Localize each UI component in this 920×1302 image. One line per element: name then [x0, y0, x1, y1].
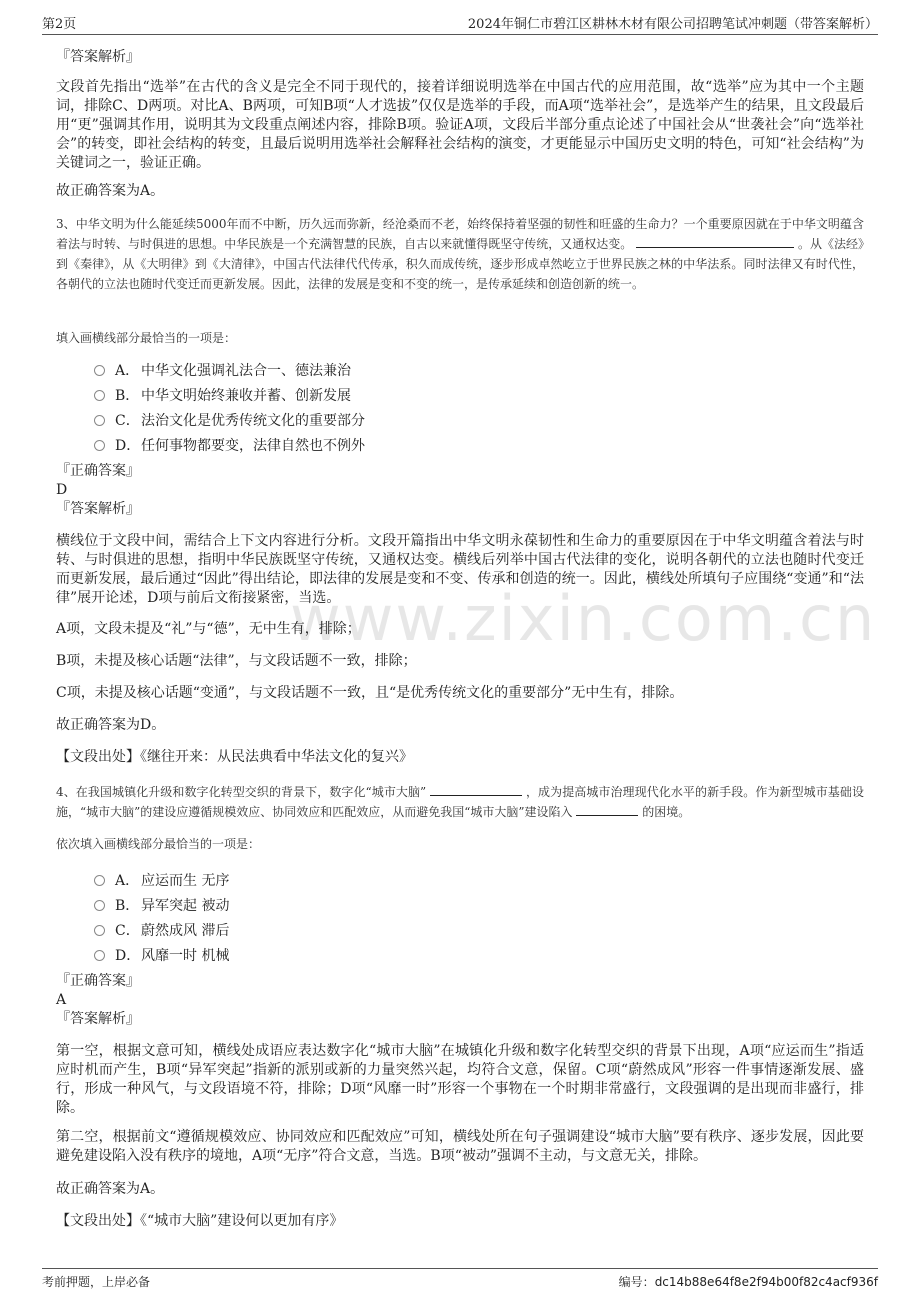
radio-icon[interactable]: [94, 925, 105, 936]
q3-stem-part2: 。从《法经》到《秦律》，从《大明律》到《大清律》，中国古代法律代代传承，积久而成传统，逐步形成卓然屹立于世界民族之林的中华法系。同时法律又有时代性，各朝代的立法也随时代变迁而更新发展。因此，法律的发展是变和不变的统一，是传承延续和创造创新的统一。: [56, 237, 864, 291]
q4-stem-part2: ，成为提高城市治理现代化水平的新手段。作为新型城市基础设施，“城市大脑”的建设应遵循规模效应、协同效应和匹配效应，从而避免我国“城市大脑”建设陷入: [56, 785, 864, 819]
radio-icon[interactable]: [94, 950, 105, 961]
q4-conclusion: 故正确答案为A。: [56, 1181, 165, 1197]
q3-source: 【文段出处】《继往开来：从民法典看中华法文化的复兴》: [56, 749, 413, 765]
document-title: 2024年铜仁市碧江区耕林木材有限公司招聘笔试冲刺题（带答案解析）: [467, 17, 878, 32]
q3-blank: [636, 235, 794, 248]
radio-icon[interactable]: [94, 440, 105, 451]
q4-stem-part1: 4、在我国城镇化升级和数字化转型交织的背景下，数字化“城市大脑”: [56, 785, 427, 799]
q4-option-d[interactable]: D． 风靡一时 机械: [94, 945, 229, 965]
q3-answer-label: 『正确答案』: [56, 463, 140, 479]
footer-slogan: 考前押题，上岸必备: [42, 1275, 151, 1289]
document-code: 编号：dc14b88e64f8e2f94b00f82c4acf936f: [618, 1275, 878, 1289]
q3-analysis-c: C项，未提及核心话题“变通”，与文段话题不一致，且“是优秀传统文化的重要部分”无中生有，排除。: [56, 685, 684, 701]
q3-option-c[interactable]: C． 法治文化是优秀传统文化的重要部分: [94, 410, 365, 430]
q4-option-c[interactable]: C． 蔚然成风 滞后: [94, 920, 229, 940]
q3-conclusion: 故正确答案为D。: [56, 717, 166, 733]
watermark: www.zixin.com.cn: [290, 582, 877, 655]
q3-analysis-text: 横线位于文段中间，需结合上下文内容进行分析。文段开篇指出中华文明永葆韧性和生命力的重要原因在于中华文明蕴含着法与时转、与时俱进的思想，指明中华民族既坚守传统，又通权达变。横线后列举中国古代法律的变化，说明各朝代的立法也随时代变迁而更新发展，最后通过“因此”得出结论，即法律的发展是变和不变、传承和创造的统一。因此，横线处所填句子应围绕“变通”和“法律”展开论述，D项与前后文衔接紧密，当选。: [56, 533, 864, 606]
q4-blank-2: [576, 803, 638, 816]
q3-option-d[interactable]: D． 任何事物都要变，法律自然也不例外: [94, 435, 365, 455]
radio-icon[interactable]: [94, 900, 105, 911]
q4-answer-label: 『正确答案』: [56, 973, 140, 989]
radio-icon[interactable]: [94, 390, 105, 401]
q2-conclusion: 故正确答案为A。: [56, 183, 165, 199]
radio-icon[interactable]: [94, 415, 105, 426]
q3-answer: D: [56, 482, 68, 498]
q4-stem: [56, 782, 864, 822]
q4-analysis-text-2: 第二空，根据前文“遵循规模效应、协同效应和匹配效应”可知，横线处所在句子强调建设“城市大脑”要有秩序、逐步发展，因此要避免建设陷入没有秩序的境地，A项“无序”符合文意，当选。B项“被动”强调不主动，与文意无关，排除。: [56, 1129, 864, 1164]
q2-analysis-text: 文段首先指出“选举”在古代的含义是完全不同于现代的，接着详细说明选举在中国古代的应用范围，故“选举”应为其中一个主题词，排除C、D两项。对比A、B两项，可知B项“人才选拔”仅仅是选举的手段，而A项“选举社会”，是选举产生的结果，且文段最后用“更”强调其作用，说明其为文段重点阐述内容，排除B项。验证A项，文段后半部分重点论述了中国社会从“世袭社会”向“选举社会”的转变，即社会结构的转变，且最后说明用选举社会解释社会结构的演变，才更能显示中国历史文明的特色，可知“社会结构”为关键词之一，验证正确。: [56, 79, 864, 171]
q4-blank-1: [430, 783, 522, 796]
q3-stem: [56, 214, 864, 294]
page-number: 第2页: [42, 17, 77, 32]
q3-analysis-a: A项，文段未提及“礼”与“德”，无中生有，排除；: [56, 621, 361, 637]
page-header: [42, 10, 878, 35]
q4-answer: A: [56, 992, 67, 1008]
radio-icon[interactable]: [94, 365, 105, 376]
q4-analysis-label: 『答案解析』: [56, 1011, 140, 1027]
q3-stem-part1: 3、中华文明为什么能延续5000年而不中断，历久远而弥新，经沧桑而不老，始终保持着坚强的韧性和旺盛的生命力？一个重要原因就在于中华文明蕴含着法与时转、与时俱进的思想。中华民族是一个充满智慧的民族，自古以来就懂得既坚守传统，又通权达变。: [56, 217, 864, 251]
q4-option-a[interactable]: A． 应运而生 无序: [94, 870, 229, 890]
q4-stem-part3: 的困境。: [642, 805, 691, 819]
radio-icon[interactable]: [94, 875, 105, 886]
q4-option-b[interactable]: B． 异军突起 被动: [94, 895, 229, 915]
q4-source: 【文段出处】《“城市大脑”建设何以更加有序》: [56, 1213, 344, 1229]
q4-analysis-text-1: 第一空，根据文意可知，横线处成语应表达数字化“城市大脑”在城镇化升级和数字化转型交织的背景下出现，A项“应运而生”指适应时机而产生，B项“异军突起”指新的派别或新的力量突然兴起，均符合文意，保留。C项“蔚然成风”形容一件事情逐渐发展、盛行，形成一种风气，与文段语境不符，排除；D项“风靡一时”形容一个事物在一个时期非常盛行，文段强调的是出现而非盛行，排除。: [56, 1043, 864, 1116]
q3-prompt: 填入画横线部分最恰当的一项是：: [56, 331, 237, 345]
q3-analysis-label: 『答案解析』: [56, 501, 140, 517]
q2-analysis-label: 『答案解析』: [56, 49, 140, 65]
page-footer: [42, 1268, 878, 1290]
q3-analysis-b: B项，未提及核心话题“法律”，与文段话题不一致，排除；: [56, 653, 417, 669]
q3-option-b[interactable]: B． 中华文明始终兼收并蓄、创新发展: [94, 385, 351, 405]
q3-option-a[interactable]: A． 中华文化强调礼法合一、德法兼治: [94, 360, 351, 380]
q4-prompt: 依次填入画横线部分最恰当的一项是：: [56, 837, 261, 851]
